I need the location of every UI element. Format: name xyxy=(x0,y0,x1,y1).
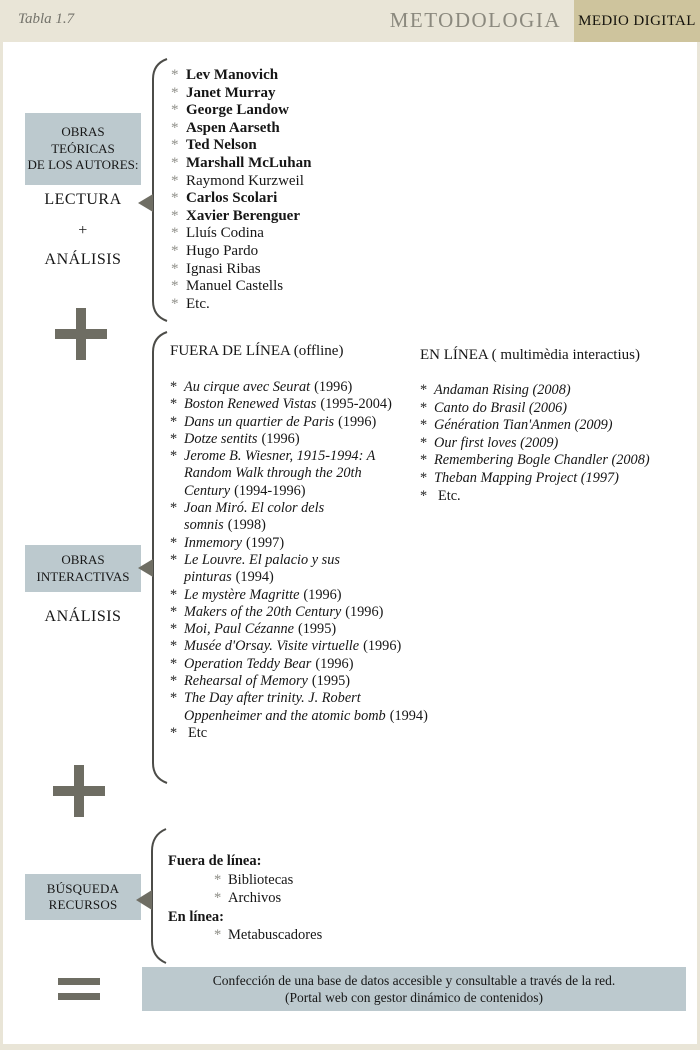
work-line: * Rehearsal of Memory (1995) xyxy=(170,673,351,690)
work-line: * Operation Teddy Bear (1996) xyxy=(170,655,354,672)
asterisk-icon: * xyxy=(420,487,428,504)
work-line: * Inmemory (1997) xyxy=(170,534,285,551)
result-bar xyxy=(142,967,686,1011)
header-bar xyxy=(0,0,700,42)
work-line: Oppenheimer and the atomic bomb (1994) xyxy=(184,707,428,724)
asterisk-icon: * xyxy=(171,190,179,207)
reading-analysis-label xyxy=(25,191,141,269)
work-line: * Jerome B. Wiesner, 1915-1994: A xyxy=(170,448,376,465)
author-row: * Carlos Scolari xyxy=(171,190,278,207)
author-row: * Ignasi Ribas xyxy=(171,260,261,277)
asterisk-icon: * xyxy=(170,500,178,517)
asterisk-icon: * xyxy=(171,119,179,136)
author-row: * Janet Murray xyxy=(171,84,276,101)
analysis-label: ANÁLISIS xyxy=(44,608,122,625)
arrow-left-icon xyxy=(136,890,152,910)
box-line: BÚSQUEDA xyxy=(46,880,120,896)
work-line: * Etc xyxy=(170,724,208,741)
asterisk-icon: * xyxy=(171,172,179,189)
asterisk-icon: * xyxy=(170,724,178,741)
work-line: * Theban Mapping Project (1997) xyxy=(420,469,619,486)
theoretical-works-box xyxy=(25,113,141,185)
work-line: * Génération Tian'Anmen (2009) xyxy=(420,417,613,434)
result-line: (Portal web con gestor dinámico de contenidos) xyxy=(285,990,543,1005)
authors-brace xyxy=(138,57,168,328)
brace-shape xyxy=(136,827,168,965)
resource-item: * Metabuscadores xyxy=(214,927,323,944)
resources-list xyxy=(168,852,322,945)
work-line: * Musée d'Orsay. Visite virtuelle (1996) xyxy=(170,638,402,655)
brace-shape xyxy=(138,330,168,785)
work-line: Century (1994-1996) xyxy=(184,482,306,499)
asterisk-icon: * xyxy=(171,102,179,119)
asterisk-icon: * xyxy=(171,154,179,171)
online-works-list xyxy=(420,382,650,505)
asterisk-icon: * xyxy=(170,621,178,638)
plus-text: + xyxy=(78,222,88,239)
box-line: OBRAS xyxy=(61,552,105,567)
authors-list xyxy=(171,67,311,313)
author-row: * Lev Manovich xyxy=(171,67,279,83)
author-row: * Marshall McLuhan xyxy=(171,154,312,171)
asterisk-icon: * xyxy=(214,871,222,888)
brace-shape xyxy=(138,57,168,323)
interactive-works-box xyxy=(25,545,141,592)
work-line: * Dans un quartier de Paris (1996) xyxy=(170,413,377,430)
asterisk-icon: * xyxy=(170,638,178,655)
work-line: Random Walk through the 20th xyxy=(184,465,362,482)
work-line: * Le Louvre. El palacio y sus xyxy=(170,551,340,568)
group-label: Fuera de línea: xyxy=(168,853,262,869)
author-row: * Ted Nelson xyxy=(171,137,257,154)
asterisk-icon: * xyxy=(171,278,179,295)
work-line: pinturas (1994) xyxy=(184,569,274,586)
asterisk-icon: * xyxy=(170,673,178,690)
work-line: somnis (1998) xyxy=(184,517,266,534)
author-row: * Hugo Pardo xyxy=(171,242,259,259)
work-line: * Moi, Paul Cézanne (1995) xyxy=(170,621,337,638)
asterisk-icon: * xyxy=(420,417,428,434)
result-line: Confección de una base de datos accesible y consultable a través de la red. xyxy=(212,973,616,988)
online-heading: EN LÍNEA ( multimèdia interactius) xyxy=(420,347,640,363)
offline-works-list xyxy=(170,379,428,742)
asterisk-icon: * xyxy=(170,690,178,707)
resource-item: * Bibliotecas xyxy=(214,871,294,888)
box-line: OBRAS xyxy=(61,124,105,140)
asterisk-icon: * xyxy=(171,137,179,154)
action-line: LECTURA xyxy=(44,191,122,208)
asterisk-icon: * xyxy=(214,890,222,907)
offline-heading: FUERA DE LÍNEA (offline) xyxy=(170,343,344,359)
action-line: ANÁLISIS xyxy=(44,251,122,268)
works-brace xyxy=(138,330,168,790)
asterisk-icon: * xyxy=(170,413,178,430)
arrow-left-icon xyxy=(138,559,153,577)
box-line: TEÓRICAS xyxy=(51,140,115,156)
work-line: * Etc. xyxy=(420,487,461,504)
asterisk-icon: * xyxy=(170,430,178,447)
work-line: * Andaman Rising (2008) xyxy=(420,382,571,398)
box-line: RECURSOS xyxy=(48,897,118,912)
author-row: * Manuel Castells xyxy=(171,278,284,295)
work-line: * Joan Miró. El color dels xyxy=(170,500,325,517)
work-line: * Boston Renewed Vistas (1995-2004) xyxy=(170,396,392,413)
asterisk-icon: * xyxy=(171,67,179,83)
asterisk-icon: * xyxy=(420,382,428,398)
asterisk-icon: * xyxy=(170,379,178,395)
group-label: En línea: xyxy=(168,908,224,925)
asterisk-icon: * xyxy=(171,225,179,242)
work-line: * Our first loves (2009) xyxy=(420,434,559,451)
asterisk-icon: * xyxy=(171,84,179,101)
work-line: * Dotze sentits (1996) xyxy=(170,430,300,447)
asterisk-icon: * xyxy=(171,295,179,312)
table-label: Tabla 1.7 xyxy=(18,11,75,27)
asterisk-icon: * xyxy=(420,434,428,451)
author-row: * Lluís Codina xyxy=(171,225,264,242)
work-line: * Makers of the 20th Century (1996) xyxy=(170,603,384,620)
asterisk-icon: * xyxy=(170,551,178,568)
work-line: * Canto do Brasil (2006) xyxy=(420,399,568,416)
author-row: * Etc. xyxy=(171,295,210,312)
asterisk-icon: * xyxy=(420,452,428,469)
plus-icon xyxy=(55,308,107,360)
work-line: * Remembering Bogle Chandler (2008) xyxy=(420,452,650,469)
page-title: METODOLOGIA xyxy=(389,8,561,32)
plus-icon xyxy=(53,765,105,817)
resources-brace xyxy=(136,827,168,970)
resource-item: * Archivos xyxy=(214,890,282,907)
work-line: * Au cirque avec Seurat (1996) xyxy=(170,379,353,395)
author-row: * George Landow xyxy=(171,102,289,119)
asterisk-icon: * xyxy=(420,399,428,416)
work-line: * Le mystère Magritte (1996) xyxy=(170,586,342,603)
equals-icon xyxy=(58,978,100,1008)
resource-search-box xyxy=(25,874,141,920)
box-line: DE LOS AUTORES: xyxy=(27,157,139,173)
asterisk-icon: * xyxy=(170,655,178,672)
author-row: * Xavier Berenguer xyxy=(171,207,301,224)
asterisk-icon: * xyxy=(171,207,179,224)
author-row: * Raymond Kurzweil xyxy=(171,172,304,189)
asterisk-icon: * xyxy=(171,242,179,259)
work-line: * The Day after trinity. J. Robert xyxy=(170,690,361,707)
author-row: * Aspen Aarseth xyxy=(171,119,280,136)
asterisk-icon: * xyxy=(171,260,179,277)
asterisk-icon: * xyxy=(170,603,178,620)
medium-badge: MEDIO DIGITAL xyxy=(574,0,700,42)
box-line: INTERACTIVAS xyxy=(36,568,130,584)
arrow-left-icon xyxy=(138,194,153,212)
asterisk-icon: * xyxy=(214,927,222,944)
asterisk-icon: * xyxy=(420,469,428,486)
asterisk-icon: * xyxy=(170,586,178,603)
asterisk-icon: * xyxy=(170,534,178,551)
asterisk-icon: * xyxy=(170,396,178,413)
asterisk-icon: * xyxy=(170,448,178,465)
